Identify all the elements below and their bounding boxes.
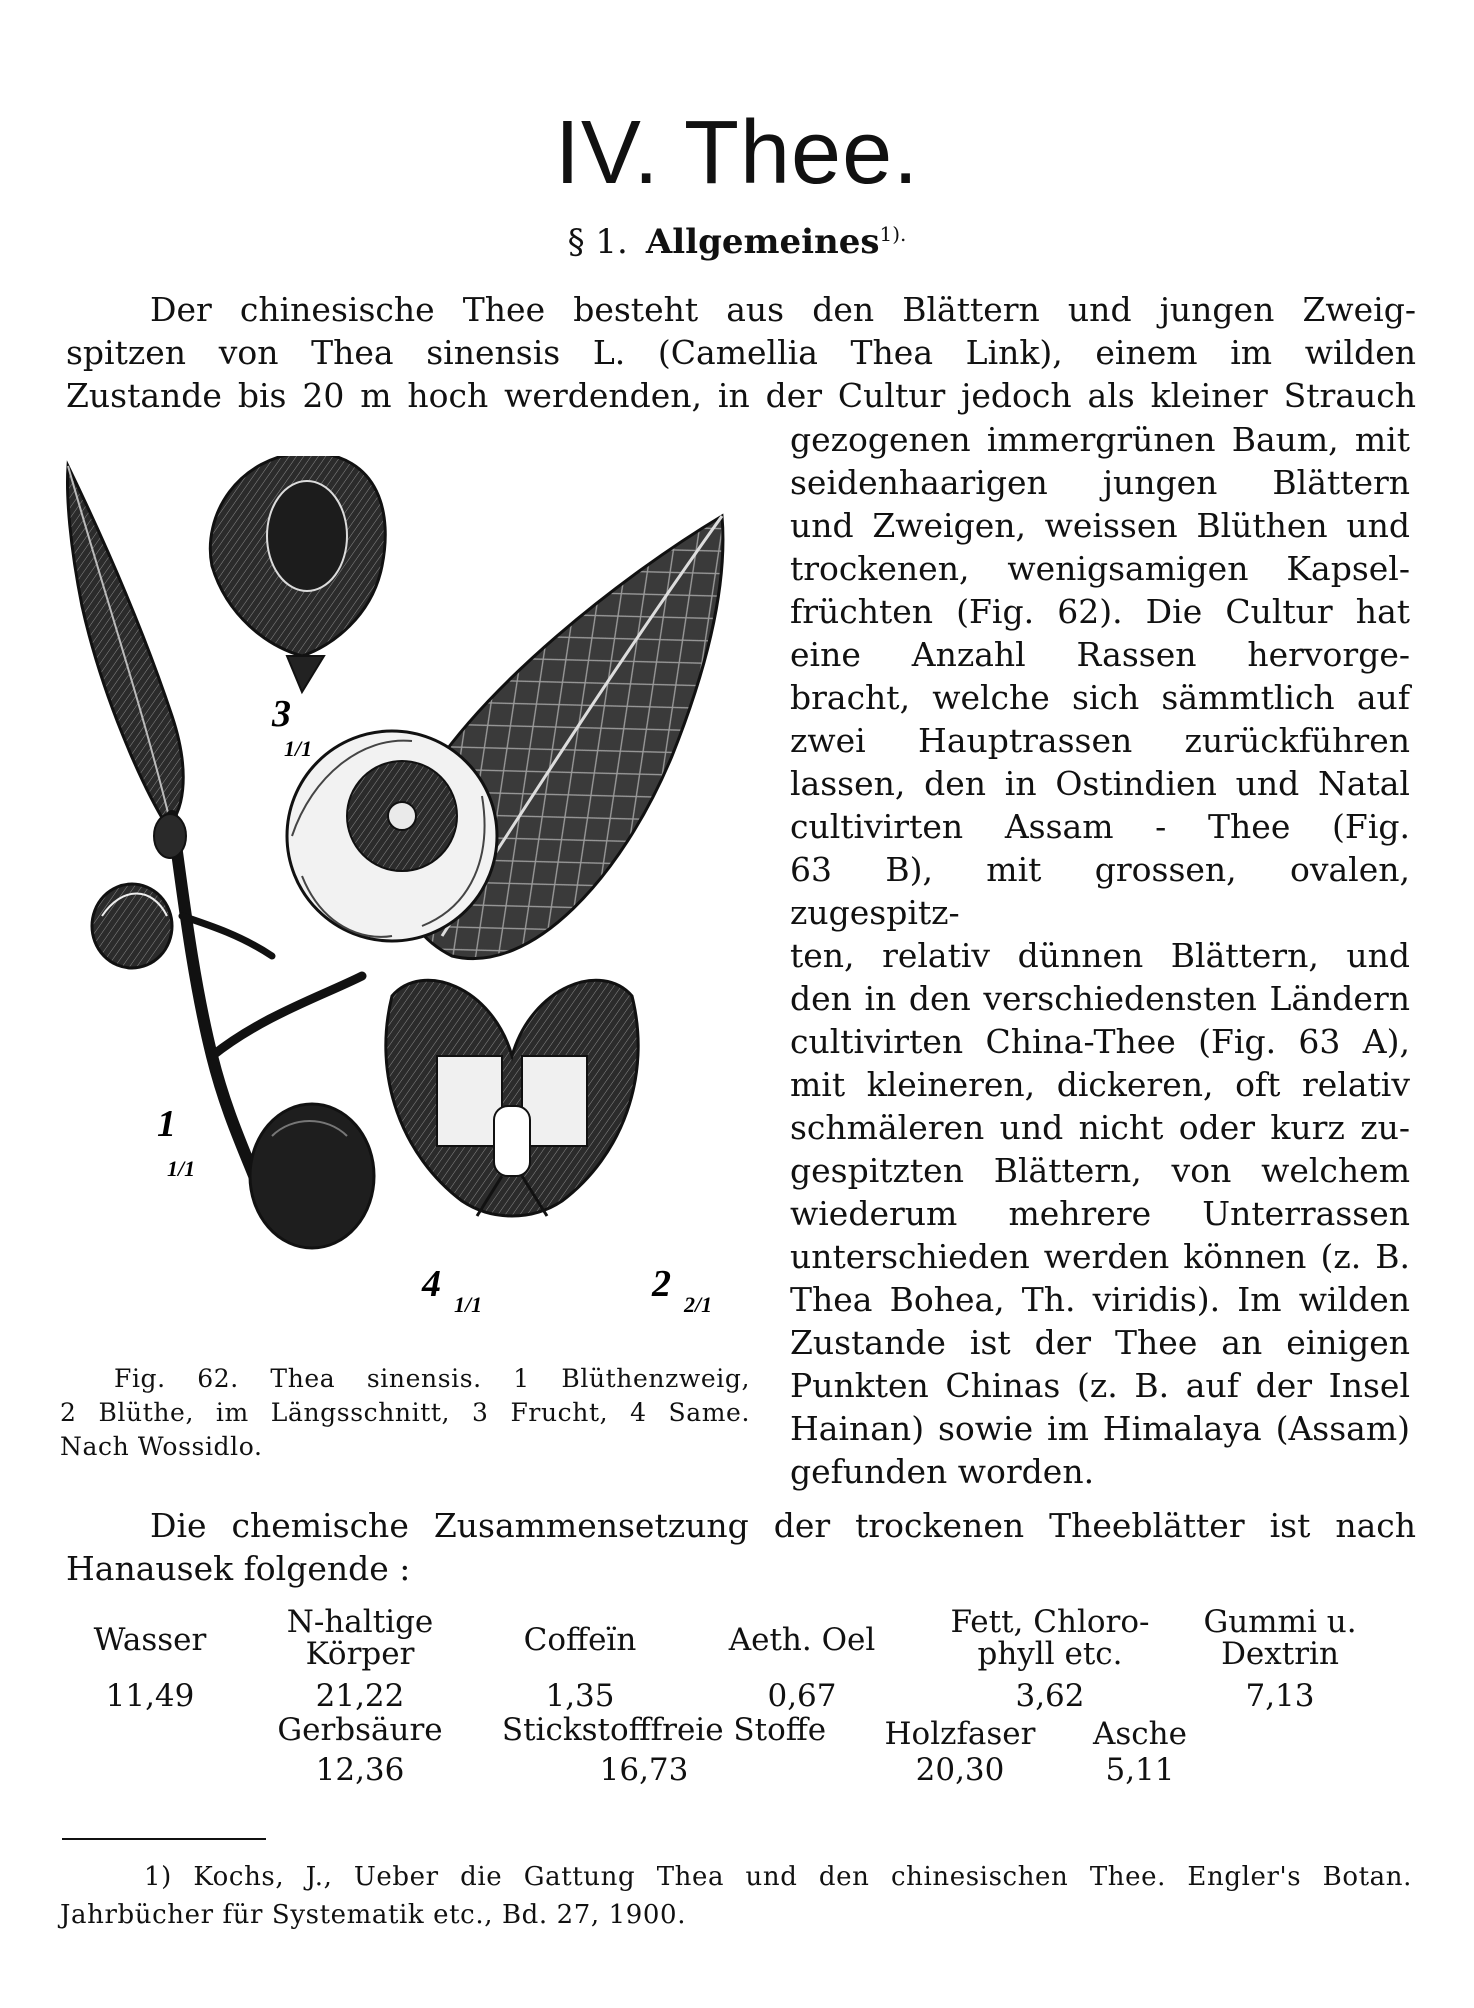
text-line: eine Anzahl Rassen hervorge- bbox=[790, 635, 1410, 674]
text-line: gespitzten Blättern, von welchem bbox=[790, 1151, 1410, 1190]
text-line: Der chinesische Thee besteht aus den Blättern und jungen Zweig- bbox=[150, 290, 1416, 329]
flower-bud bbox=[92, 814, 186, 968]
footnote-line: 1) Kochs, J., Ueber die Gattung Thea und den chinesischen Thee. Engler's Botan. bbox=[144, 1862, 1412, 1892]
table-cell: 3,62 bbox=[1015, 1678, 1085, 1714]
table-cell: 7,13 bbox=[1245, 1678, 1315, 1714]
text-line: den in den verschiedensten Ländern bbox=[790, 979, 1410, 1018]
scale-4: 1/1 bbox=[454, 1292, 483, 1317]
seed bbox=[250, 1104, 374, 1248]
caption-line: Nach Wossidlo. bbox=[60, 1432, 263, 1461]
section-number: § 1. bbox=[567, 222, 628, 262]
table-header: Fett, Chloro- phyll etc. bbox=[950, 1604, 1150, 1672]
table-header: Holzfaser bbox=[884, 1716, 1036, 1752]
footnote bbox=[60, 1858, 1412, 1934]
table-cell: 16,73 bbox=[599, 1752, 689, 1788]
flower-section bbox=[386, 980, 638, 1216]
text-line: trockenen, wenigsamigen Kapsel- bbox=[790, 549, 1410, 588]
table-cell: 1,35 bbox=[545, 1678, 615, 1714]
footnote-rule bbox=[62, 1838, 266, 1840]
footnote-mark: 1). bbox=[879, 222, 907, 246]
table-cell: 11,49 bbox=[105, 1678, 195, 1714]
scale-2: 2/1 bbox=[684, 1292, 713, 1317]
text-line: gezogenen immergrünen Baum, mit bbox=[790, 420, 1410, 459]
figure-caption bbox=[60, 1362, 750, 1464]
text-line: cultivirten China-Thee (Fig. 63 A), bbox=[790, 1022, 1410, 1061]
section-heading bbox=[0, 222, 1474, 262]
text-line: spitzen von Thea sinensis L. (Camellia Thea Link), einem im wilden bbox=[66, 333, 1416, 372]
label-1: 1 bbox=[157, 1103, 176, 1145]
footnote-line: Jahrbücher für Systematik etc., Bd. 27, 1900. bbox=[60, 1900, 687, 1930]
text-line: Zustande bis 20 m hoch werdenden, in der Cultur jedoch als kleiner Strauch bbox=[66, 376, 1416, 415]
table-header: Stickstofffreie Stoffe bbox=[501, 1712, 827, 1748]
composition-intro bbox=[66, 1504, 1416, 1590]
scale-3: 1/1 bbox=[284, 736, 313, 761]
text-line: ten, relativ dünnen Blättern, und bbox=[790, 936, 1410, 975]
caption-line: 2 Blüthe, im Längsschnitt, 3 Frucht, 4 Same. bbox=[60, 1398, 750, 1427]
table-header: Asche bbox=[1093, 1716, 1187, 1752]
table-cell: 20,30 bbox=[915, 1752, 1005, 1788]
text-line: cultivirten Assam - Thee (Fig. bbox=[790, 807, 1410, 846]
table-cell: 12,36 bbox=[315, 1752, 405, 1788]
text-line: unterschieden werden können (z. B. bbox=[790, 1237, 1410, 1276]
text-line: seidenhaarigen jungen Blättern bbox=[790, 463, 1410, 502]
table-cell: 21,22 bbox=[315, 1678, 405, 1714]
table-header: Gerbsäure bbox=[277, 1712, 443, 1748]
fruit-capsule bbox=[210, 456, 385, 692]
label-3: 3 bbox=[272, 693, 291, 735]
text-line: Hainan) sowie im Himalaya (Assam) bbox=[790, 1409, 1410, 1448]
section-title: Allgemeines bbox=[645, 222, 880, 262]
table-cell: 0,67 bbox=[767, 1678, 837, 1714]
caption-line: Fig. 62. Thea sinensis. 1 Blüthenzweig, bbox=[114, 1364, 750, 1393]
table-header: N-haltige Körper bbox=[286, 1604, 434, 1672]
text-line: Die chemische Zusammensetzung der trockenen Theeblätter ist nach bbox=[150, 1506, 1416, 1545]
table-header: Aeth. Oel bbox=[728, 1622, 876, 1658]
narrow-leaf bbox=[68, 466, 184, 826]
text-line: 63 B), mit grossen, ovalen, zugespitz- bbox=[790, 850, 1410, 932]
scale-1: 1/1 bbox=[167, 1156, 196, 1181]
table-header: Wasser bbox=[93, 1622, 207, 1658]
intro-paragraph bbox=[66, 288, 1416, 417]
text-line: früchten (Fig. 62). Die Cultur hat bbox=[790, 592, 1410, 631]
chapter-title: IV. Thee. bbox=[554, 103, 920, 203]
text-line: Hanausek folgende : bbox=[66, 1549, 411, 1588]
text-line: gefunden worden. bbox=[790, 1452, 1095, 1491]
text-line: schmäleren und nicht oder kurz zu- bbox=[790, 1108, 1410, 1147]
text-line: bracht, welche sich sämmtlich auf bbox=[790, 678, 1410, 717]
text-line: und Zweigen, weissen Blüthen und bbox=[790, 506, 1410, 545]
text-line: zwei Hauptrassen zurückführen bbox=[790, 721, 1410, 760]
text-line: lassen, den in Ostindien und Natal bbox=[790, 764, 1410, 803]
tea-plant-illustration bbox=[62, 456, 762, 1346]
text-line: mit kleineren, dickeren, oft relativ bbox=[790, 1065, 1410, 1104]
label-2: 2 bbox=[652, 1263, 671, 1305]
text-line: Punkten Chinas (z. B. auf der Insel bbox=[790, 1366, 1410, 1405]
text-line: Zustande ist der Thee an einigen bbox=[790, 1323, 1410, 1362]
table-cell: 5,11 bbox=[1105, 1752, 1175, 1788]
table-header: Coffeïn bbox=[523, 1622, 637, 1658]
table-header: Gummi u. Dextrin bbox=[1203, 1604, 1357, 1672]
label-4: 4 bbox=[422, 1263, 441, 1305]
text-line: wiederum mehrere Unterrassen bbox=[790, 1194, 1410, 1233]
right-column-text bbox=[790, 418, 1410, 1493]
open-flower bbox=[287, 731, 497, 941]
text-line: Thea Bohea, Th. viridis). Im wilden bbox=[790, 1280, 1410, 1319]
